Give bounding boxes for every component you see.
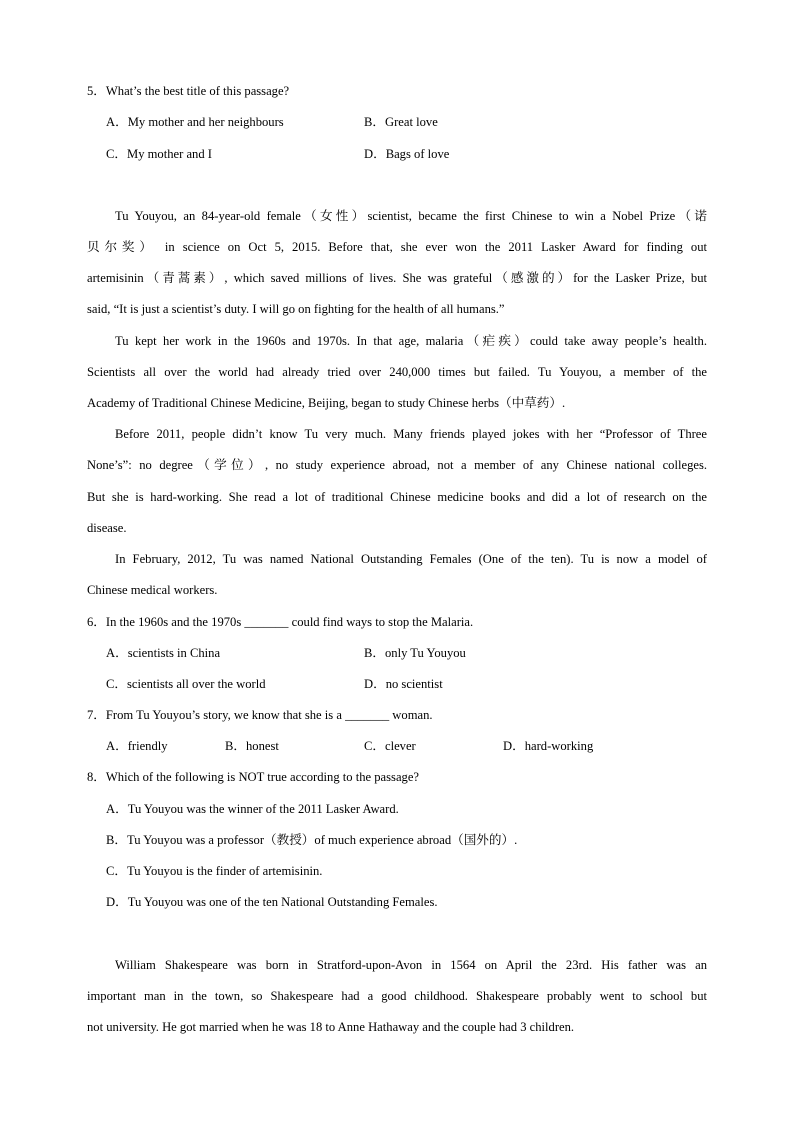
question-8-option-d: D．Tu Youyou was one of the ten National Outstanding Females. (106, 895, 438, 909)
question-7-option-a: A．friendly (106, 739, 168, 753)
question-6-option-a: A．scientists in China (106, 646, 221, 660)
passage-shakespeare-line: important man in the town, so Shakespeare had a good childhood. Shakespeare probably went to school but (87, 989, 707, 1003)
question-6-option-b: B．only Tu Youyou (364, 646, 466, 660)
question-6-option-c: C．scientists all over the world (106, 677, 266, 691)
passage-tu-line: Before 2011, people didn’t know Tu very much. Many friends played jokes with her “Professor of Three (115, 427, 707, 441)
passage-tu-line: artemisinin（青蒿素）, which saved millions of lives. She was grateful（感激的）for the Lasker Prize, but (87, 271, 707, 285)
question-7-option-b: B．honest (225, 739, 279, 753)
question-5-stem: 5．What’s the best title of this passage? (87, 84, 290, 98)
question-7-option-d: D．hard-working (503, 739, 594, 753)
question-5-option-a: A．My mother and her neighbours (106, 115, 284, 129)
passage-tu-line: But she is hard-working. She read a lot of traditional Chinese medicine books and did a lot of research on the (87, 490, 707, 504)
question-5-option-c: C．My mother and I (106, 147, 212, 161)
passage-tu-line: 贝尔奖） in science on Oct 5, 2015. Before that, she ever won the 2011 Lasker Award for finding out (87, 240, 707, 254)
question-8-option-b: B．Tu Youyou was a professor（教授）of much experience abroad（国外的）. (106, 833, 518, 847)
passage-tu-line: Academy of Traditional Chinese Medicine, Beijing, began to study Chinese herbs（中草药）. (87, 396, 566, 410)
passage-tu-line: None’s”: no degree（学位）, no study experience abroad, not a member of any Chinese national colleges. (87, 458, 707, 472)
passage-tu-line: Scientists all over the world had already tried over 240,000 times but failed. Tu Youyou, a member of the (87, 365, 707, 379)
passage-shakespeare-line: William Shakespeare was born in Stratford-upon-Avon in 1564 on April the 23rd. His father was an (115, 958, 707, 972)
passage-tu-line: Chinese medical workers. (87, 583, 218, 597)
passage-tu-line: said, “It is just a scientist’s duty. I will go on fighting for the health of all humans.” (87, 302, 505, 316)
passage-shakespeare-line: not university. He got married when he was 18 to Anne Hathaway and the couple had 3 children. (87, 1020, 575, 1034)
question-6-option-d: D．no scientist (364, 677, 443, 691)
question-8-option-c: C．Tu Youyou is the finder of artemisinin. (106, 864, 323, 878)
passage-tu-line: disease. (87, 521, 127, 535)
question-7-option-c: C．clever (364, 739, 416, 753)
question-8-option-a: A．Tu Youyou was the winner of the 2011 Lasker Award. (106, 802, 399, 816)
passage-tu-line: In February, 2012, Tu was named National Outstanding Females (One of the ten). Tu is now a model of (115, 552, 707, 566)
question-8-stem: 8．Which of the following is NOT true according to the passage? (87, 770, 420, 784)
passage-tu-line: Tu kept her work in the 1960s and 1970s. In that age, malaria（疟疾）could take away people’s health. (115, 334, 707, 348)
question-6-stem: 6．In the 1960s and the 1970s _______ could find ways to stop the Malaria. (87, 615, 474, 629)
passage-tu-line: Tu Youyou, an 84-year-old female（女性）scientist, became the first Chinese to win a Nobel Prize（诺 (115, 209, 707, 223)
question-7-stem: 7．From Tu Youyou’s story, we know that she is a _______ woman. (87, 708, 433, 722)
question-5-option-d: D．Bags of love (364, 147, 450, 161)
question-5-option-b: B．Great love (364, 115, 438, 129)
